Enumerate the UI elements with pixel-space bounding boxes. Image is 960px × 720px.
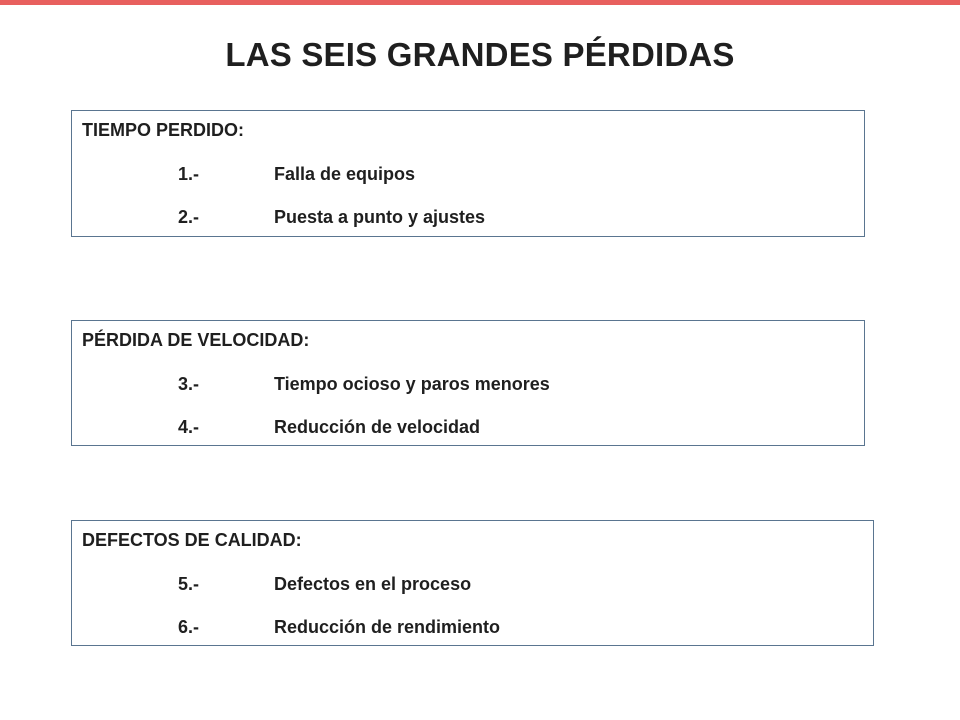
item-number: 6.-	[178, 617, 200, 637]
item-text: Tiempo ocioso y paros menores	[274, 374, 550, 394]
group-box-tiempo-perdido	[71, 110, 865, 237]
item-text: Puesta a punto y ajustes	[274, 207, 486, 227]
item-text: Reducción de velocidad	[274, 417, 481, 437]
item-number: 3.-	[178, 374, 200, 394]
group-box-defectos-de-calidad	[71, 520, 874, 646]
item-number: 1.-	[178, 164, 200, 184]
item-number: 2.-	[178, 207, 200, 227]
group-box-perdida-de-velocidad	[71, 320, 865, 446]
item-text: Reducción de rendimiento	[274, 617, 501, 637]
slide-title: LAS SEIS GRANDES PÉRDIDAS	[225, 36, 735, 73]
group-heading: TIEMPO PERDIDO:	[82, 120, 245, 140]
top-accent-bar	[0, 0, 960, 5]
group-heading: PÉRDIDA DE VELOCIDAD:	[82, 330, 310, 350]
item-number: 5.-	[178, 574, 200, 594]
group-heading: DEFECTOS DE CALIDAD:	[82, 530, 302, 550]
item-text: Defectos en el proceso	[274, 574, 472, 594]
item-text: Falla de equipos	[274, 164, 416, 184]
item-number: 4.-	[178, 417, 200, 437]
